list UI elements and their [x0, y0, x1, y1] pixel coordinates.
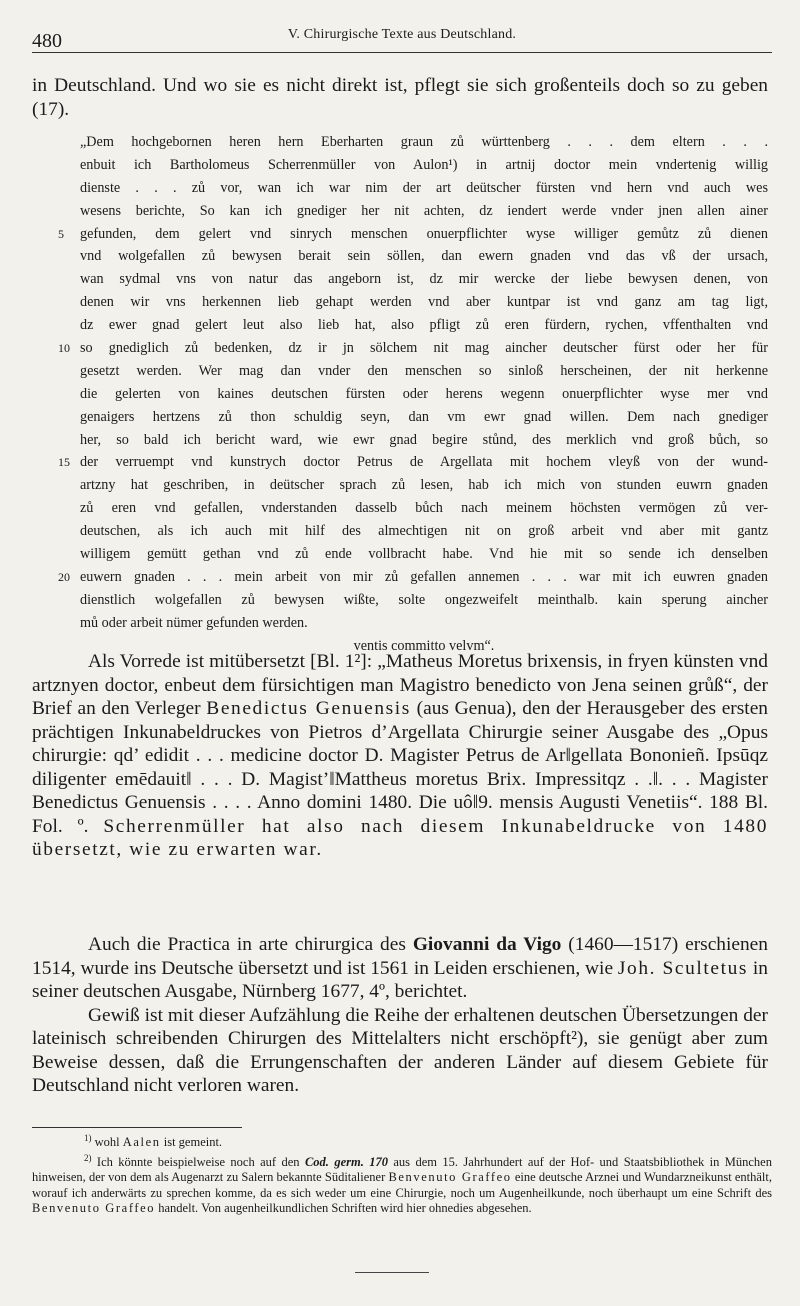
letter-line-text: gesetzt werden. Wer mag dan vnder den menschen so sinloß herscheinen, der nit herkenne: [80, 362, 768, 379]
letter-line: [80, 383, 768, 406]
letter-line-text: mů oder arbeit nümer gefunden werden.: [80, 614, 308, 631]
paragraph-3-part3: in seiner deutschen Ausgabe, Nürnberg 1677, 4º, berichtet.: [32, 957, 768, 1002]
letter-line: [80, 177, 768, 200]
paragraph-2-spaced-name: Benedictus Genuensis: [206, 698, 411, 719]
paragraph-3-part1: Auch die Practica in arte chirurgica des: [88, 934, 413, 955]
running-title: V. Chirurgische Texte aus Deutschland.: [287, 27, 517, 42]
paragraph-3-block: [32, 933, 768, 1098]
letter-line-text: dz ewer gnad gelert leut also lieb hat, also pfligt zů eren fürdern, rychen, vffenthalten vnd: [80, 317, 768, 334]
paragraph-3-text: [32, 933, 768, 1004]
footnote-1-mark: 1): [84, 1133, 92, 1143]
line-number: 15: [58, 455, 70, 470]
letter-line: [80, 154, 768, 177]
letter-line-text: zů eren vnd gefallen, vnderstanden dasselb bůch nach meinem höchsten vermögen zů ver-: [80, 500, 768, 517]
paragraph-2-text: [32, 650, 768, 862]
paragraph-1-text: in Deutschland. Und wo sie es nicht direkt ist, pflegt sie sich großenteils doch so zu geben (17).: [32, 75, 768, 120]
letter-line: [80, 497, 768, 520]
paragraph-2-part1: Als Vorrede ist mitübersetzt [Bl. 1²]: „Matheus Moretus brixensis, in fryen künsten vnd artznyen doctor, enbeut dem fürsichtigen man Magistro benedicto von Jena seinen grůß“, der Brief an den Verleger: [32, 651, 768, 719]
letter-line-text: die gelerten von kaines deutschen fürsten oder herens wegenn onuerpflichter wyse mer vnd: [80, 385, 768, 402]
letter-line: [80, 245, 768, 268]
footnote-1-spaced: Aalen: [122, 1135, 161, 1150]
letter-line: [80, 589, 768, 612]
footnote-rule: [32, 1127, 242, 1128]
letter-line: [80, 314, 768, 337]
footnote-2-part-d: handelt. Von augenheilkundlichen Schriften wird hier ohnedies abgesehen.: [155, 1200, 532, 1215]
letter-line-text: denen wir vns herkennen lieb gehapt werden vnd aber kuntpar ist vnd ganz am tag ligt,: [80, 294, 768, 311]
letter-line: [58, 223, 768, 246]
footnote-1-end: ist gemeint.: [160, 1135, 223, 1150]
letter-line-text: „Dem hochgebornen heren hern Eberharten graun zů württenberg . . . dem eltern . . .: [80, 134, 768, 150]
letter-line-text: gefunden, dem gelert vnd sinrych menschen onuerpflichter wyse williger gemůtz zů dienen: [80, 225, 768, 242]
letter-line: [80, 200, 768, 223]
paragraph-3-part2: (1460—1517) erschienen 1514, wurde ins Deutsche übersetzt und ist 1561 in Leiden erschienen, wie: [32, 934, 768, 979]
footnote-2-part-a: Ich könnte beispielweise noch auf den: [91, 1154, 305, 1169]
letter-line-text: willigem gemütt gethan vnd zů ende vollbracht habe. Vnd hie mit so sende ich denselben: [80, 546, 768, 563]
footnote-2-codex: Cod. germ. 170: [304, 1154, 388, 1169]
footnote-2-part-b: aus dem 15. Jahrhundert auf der Hof- und Staatsbibliothek in München hinweisen, der von dem als Augenarzt zu Salern bekannte Süditaliener: [32, 1154, 772, 1185]
letter-line-text: enbuit ich Bartholomeus Scherrenmüller von Aulon¹) in artnij doctor mein vndertenig willig: [80, 156, 768, 173]
letter-line-text: artzny hat geschriben, in deütscher sprach zů lesen, hab ich mich von stunden euwrn gnaden: [80, 477, 768, 494]
letter-line: [58, 337, 768, 360]
letter-line-text: ventis committo velvm“.: [353, 637, 495, 654]
letter-line-text: dienste . . . zů vor, wan ich war nim der art deütscher fürsten vnd hern vnd auch wes: [80, 179, 768, 196]
paragraph-1: [32, 74, 768, 121]
letter-line-text: her, so bald ich bericht ward, wie ewr gnad begire stůnd, des merklich vnd groß bůch, so: [80, 431, 768, 448]
footnote-1: [32, 1131, 772, 1151]
footnote-2-spaced-2: Benvenuto Graffeo: [32, 1200, 156, 1215]
letter-line-text: dienstlich wolgefallen zů bewysen wißte, solte ongezweifelt meinthalb. kain sperung aincher: [80, 591, 768, 608]
line-number: 10: [58, 341, 70, 356]
line-number: 20: [58, 569, 70, 584]
letter-line: [80, 291, 768, 314]
footnote-2-mark: 2): [84, 1152, 92, 1163]
letter-line-text: genaigers hertzens zů thon schuldig seyn, dan vm ewr gnad willen. Dem nach gnediger: [80, 408, 768, 425]
letter-line: [80, 406, 768, 429]
running-head: [32, 24, 772, 53]
letter-line: [80, 543, 768, 566]
paragraph-2-part2: (aus Genua), den der Herausgeber des ersten prächtigen Inkunabeldruckes von Pietros d’Argellata Chirurgie seiner Ausgabe des „Opus chirurgie: qd’ edidit . . . medicine doctor D. Magister Petrus de Ar‖gellata Bononieñ. Ipsūqz diligenter emēdauit‖ . . . D. Magist’‖Mattheus moretus Brix. Impressitqz . .‖. . . Magister Benedictus Genuensis . . . . Anno domini 1480. Die uô‖9. mensis Augusti Venetiis“. 188 Bl. Fol. º.: [32, 698, 768, 837]
letter-line-text: der verruempt vnd kunstrych doctor Petrus de Argellata mit hochem vleyß von der wund-: [80, 454, 768, 471]
paragraph-4-text: Gewiß ist mit dieser Aufzählung die Reihe der erhaltenen deutschen Übersetzungen der lateinisch schreibenden Chirurgen des Mittelalters nicht erschöpft²), sie genügt aber zum Beweise dessen, daß die Errungenschaften der anderen Länder auf diesem Gebiete für Deutschland nicht verloren waren.: [32, 1004, 768, 1096]
bottom-rule: [355, 1272, 429, 1273]
letter-line: [80, 268, 768, 291]
page-number: 480: [32, 30, 62, 52]
paragraph-2-spaced-conclusion: Scherrenmüller hat also nach diesem Inkunabeldrucke von 1480 übersetzt, wie zu erwarten war.: [32, 815, 768, 860]
letter-line: [80, 612, 768, 635]
letter-line: [80, 520, 768, 543]
footnote-2-part-c: eine deutsche Arznei und Wundarzneikunst enthält, worauf ich anderwärts zu sprechen komme, da es sich weder um eine Chirurgie, noch um Augenheilkunde, noch überhaupt um eine Schrift des: [32, 1170, 773, 1200]
paragraph-2: [32, 650, 768, 862]
letter-line-text: wesens berichte, So kan ich gnediger her nit achten, dz iendert werde vnder jnen allen ainer: [80, 202, 768, 219]
footnote-1-text: wohl: [91, 1135, 123, 1150]
footnote-2: [32, 1151, 772, 1217]
letter-line: [80, 474, 768, 497]
paragraph-3-spaced-name: Joh. Scultetus: [617, 957, 749, 979]
letter-line: [80, 131, 768, 154]
footnotes: [32, 1131, 772, 1216]
letter-line-text: so gnediglich zů bedenken, dz ir jn sölchem nit mag aincher deutscher fürst oder her für: [80, 340, 768, 357]
letter-line: [80, 360, 768, 383]
letter-line: [58, 451, 768, 474]
letter-line-text: vnd wolgefallen zů bewysen berait sein söllen, dan ewern gnaden vnd das vß der ursach,: [80, 248, 768, 265]
footnote-2-spaced-1: Benvenuto Graffeo: [388, 1170, 512, 1185]
line-number: 5: [58, 226, 64, 241]
letter-line-text: deutschen, als ich auch mit hilf des almechtigen nit on groß arbeit vnd aber mit gantz: [80, 523, 768, 540]
letter-line-text: euwern gnaden . . . mein arbeit von mir zů gefallen annemen . . . war mit ich euwren gnaden: [80, 568, 768, 585]
letter-line: [80, 429, 768, 452]
quoted-letter: [58, 131, 768, 657]
letter-line-text: wan sydmal vns von natur das angeborn ist, dz mir wercke der liebe bewysen denen, von: [80, 271, 768, 288]
paragraph-3-bold-name: Giovanni da Vigo: [412, 934, 562, 955]
letter-line: [58, 566, 768, 589]
